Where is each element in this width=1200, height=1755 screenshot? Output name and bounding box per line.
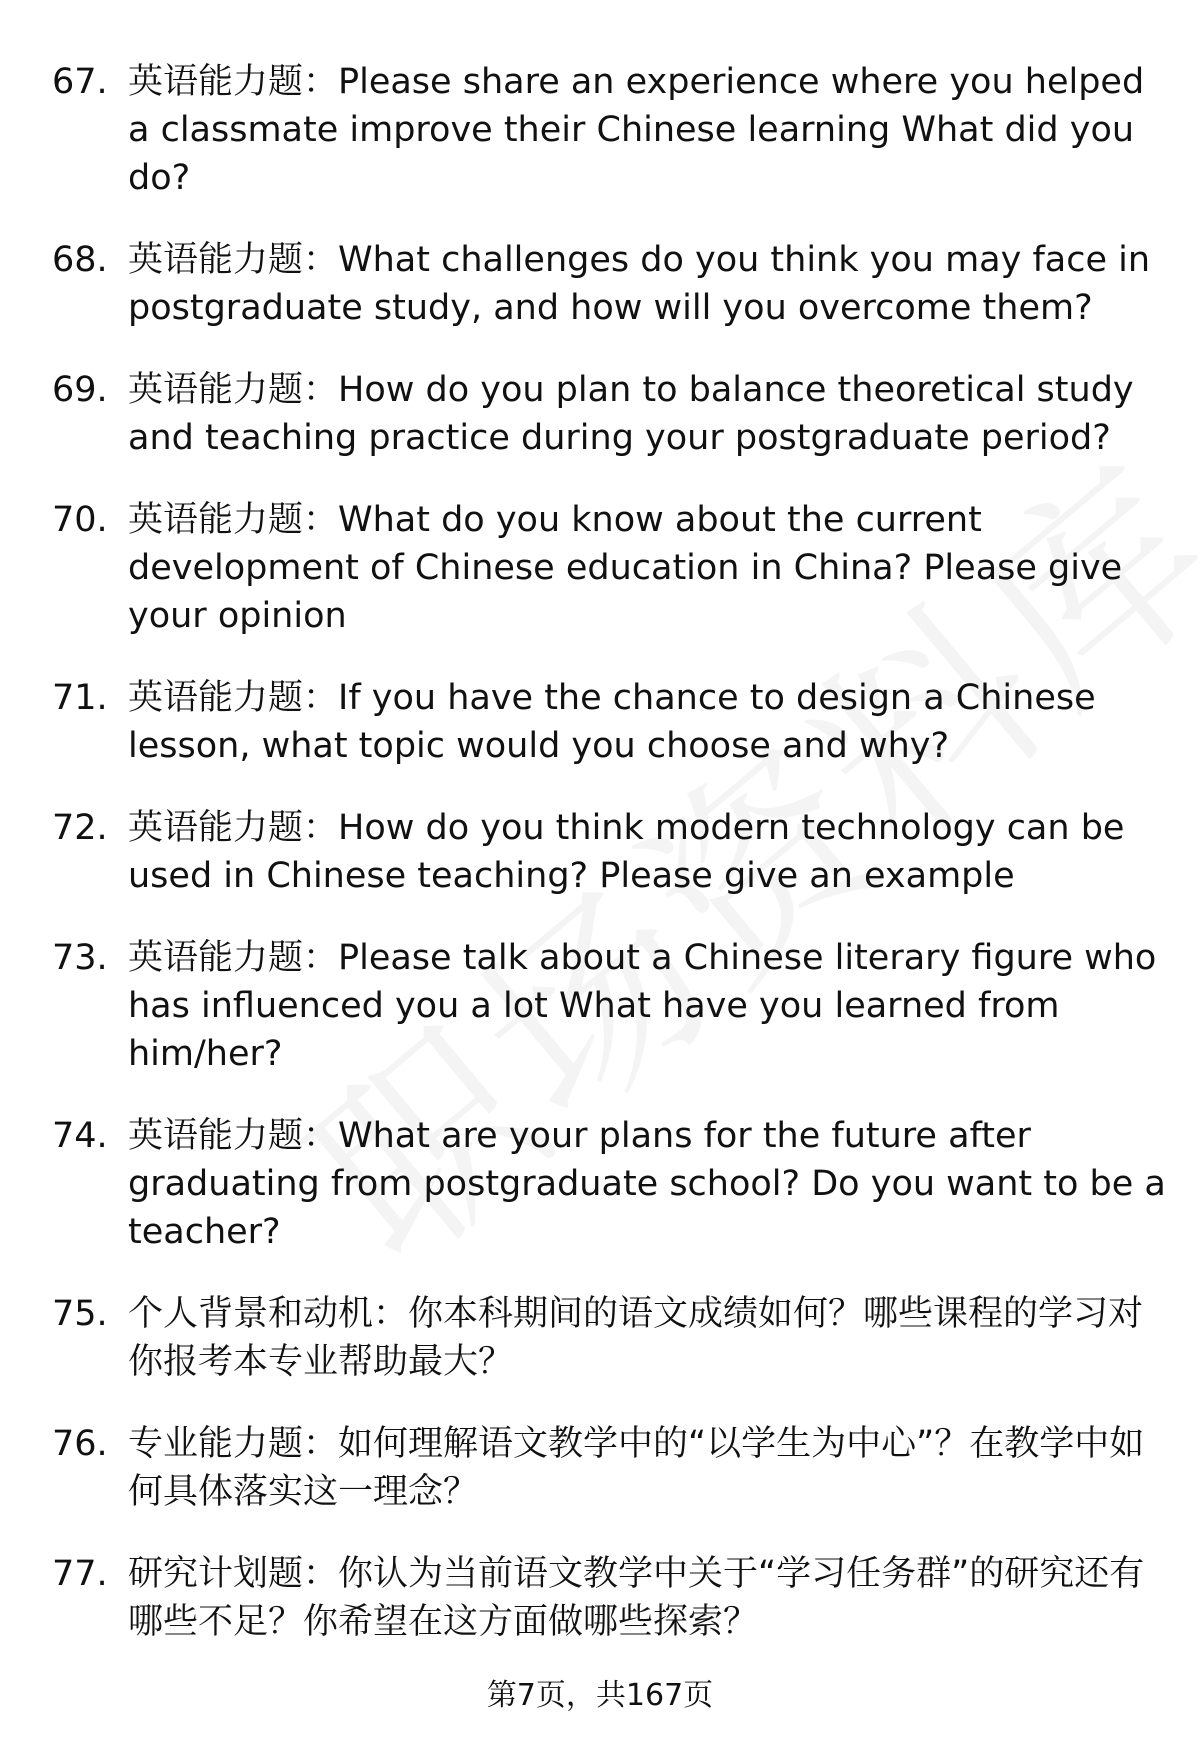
question-number: 73.: [52, 938, 108, 978]
question-text: 英语能力题：If you have the chance to design a Chinese lesson, what topic would you choose and why?: [128, 678, 1096, 766]
question-item: [52, 366, 1172, 462]
page-footer: 第7页，共167页: [486, 1678, 714, 1713]
question-text: 研究计划题：你认为当前语文教学中关于“学习任务群”的研究还有哪些不足？你希望在这方面做哪些探索？: [128, 1554, 1145, 1642]
question-item: [52, 1420, 1172, 1516]
question-item: [52, 1550, 1172, 1646]
question-number: 68.: [52, 240, 108, 280]
question-text: 个人背景和动机：你本科期间的语文成绩如何？哪些课程的学习对你报考本专业帮助最大？: [128, 1294, 1144, 1382]
question-text: 英语能力题：What challenges do you think you may face in postgraduate study, and how will you overcome them?: [128, 240, 1151, 328]
question-text: 英语能力题：What do you know about the current development of Chinese education in China? Please give your opinion: [128, 500, 1123, 636]
question-item: [52, 674, 1172, 770]
question-item: [52, 1112, 1172, 1256]
question-number: 77.: [52, 1554, 108, 1594]
question-number: 70.: [52, 500, 108, 540]
question-number: 75.: [52, 1294, 108, 1334]
question-number: 76.: [52, 1424, 108, 1464]
question-number: 71.: [52, 678, 108, 718]
question-list: [52, 58, 1172, 1680]
question-text: 英语能力题：What are your plans for the future after graduating from postgraduate school? Do you want to be a teacher?: [128, 1116, 1166, 1252]
question-item: [52, 496, 1172, 640]
question-number: 74.: [52, 1116, 108, 1156]
question-item: [52, 236, 1172, 332]
question-number: 69.: [52, 370, 108, 410]
question-text: 英语能力题：Please share an experience where you helped a classmate improve their Chinese learning What did you do?: [128, 62, 1145, 198]
question-text: 英语能力题：How do you think modern technology can be used in Chinese teaching? Please give an example: [128, 808, 1125, 896]
question-text: 英语能力题：Please talk about a Chinese literary figure who has influenced you a lot What have you learned from him/her?: [128, 938, 1157, 1074]
question-number: 67.: [52, 62, 108, 102]
question-number: 72.: [52, 808, 108, 848]
question-text: 英语能力题：How do you plan to balance theoretical study and teaching practice during your postgraduate period?: [128, 370, 1134, 458]
question-text: 专业能力题：如何理解语文教学中的“以学生为中心”？在教学中如何具体落实这一理念？: [128, 1424, 1145, 1512]
question-item: [52, 804, 1172, 900]
question-item: [52, 934, 1172, 1078]
question-item: [52, 58, 1172, 202]
question-item: [52, 1290, 1172, 1386]
